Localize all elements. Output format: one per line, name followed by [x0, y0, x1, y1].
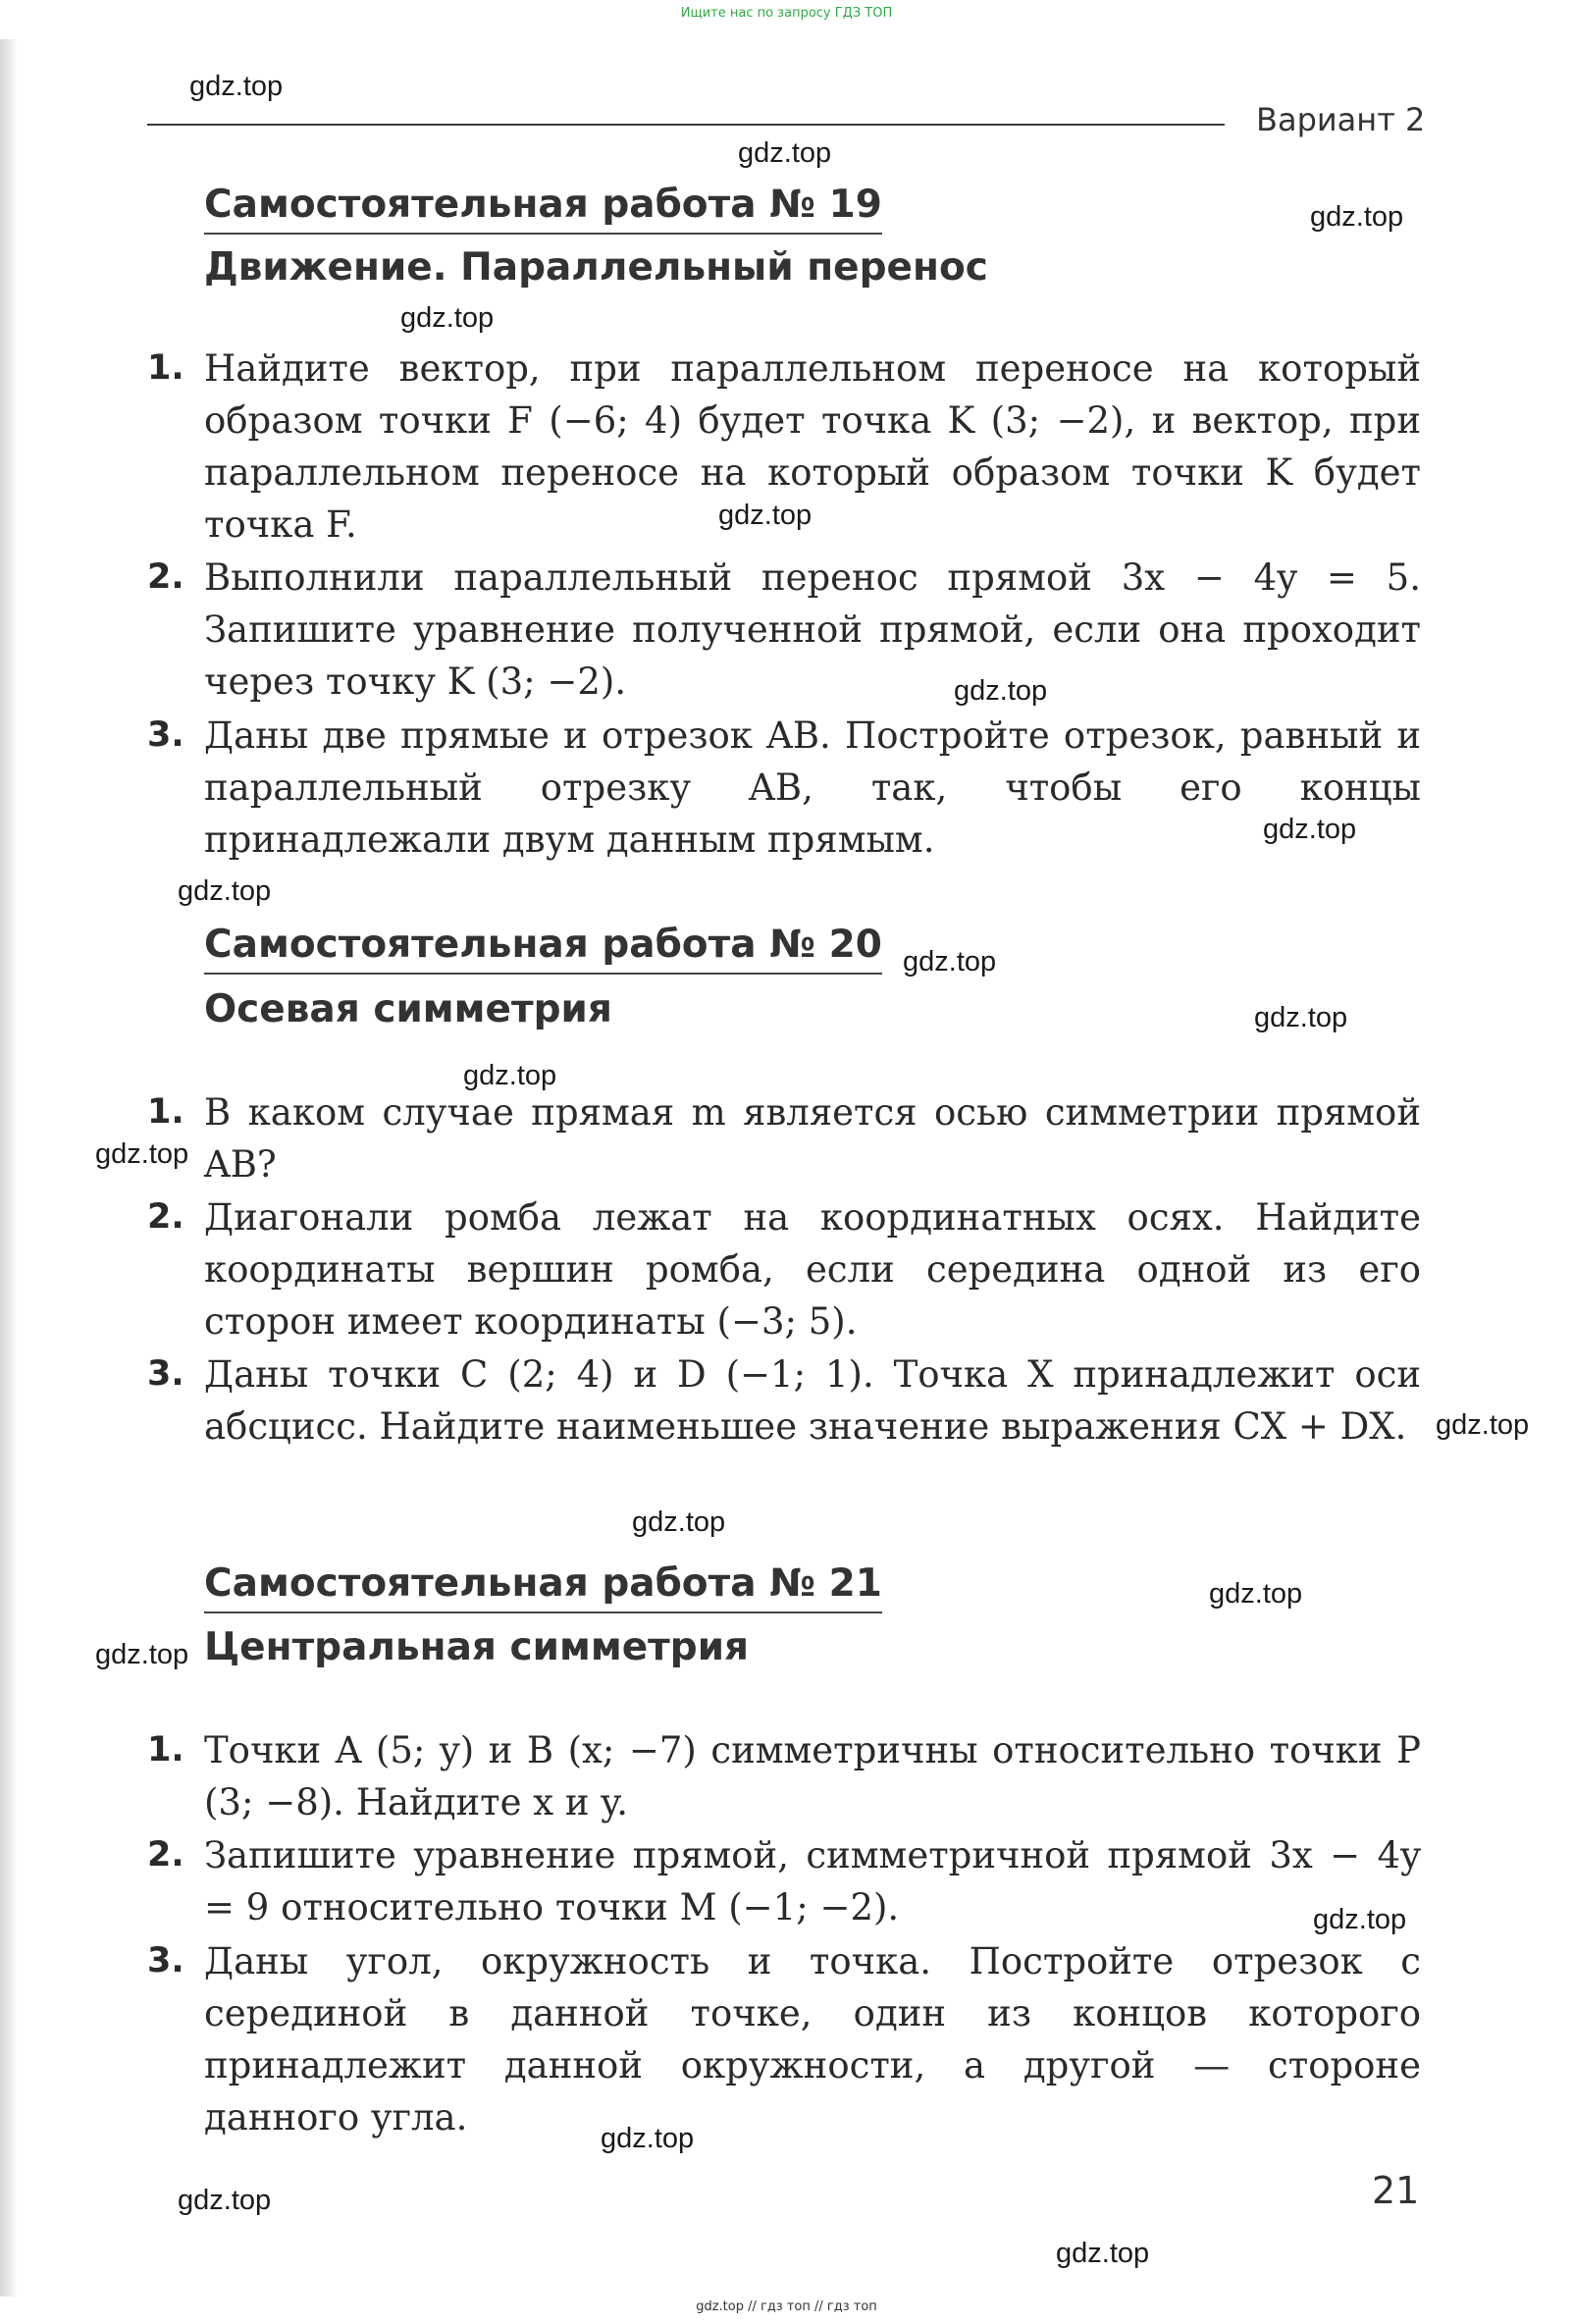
problem-number: 3.: [147, 1941, 184, 1981]
header-rule: [147, 124, 1225, 126]
bottom-note: gdz.top // гдз топ // гдз топ: [696, 2299, 877, 2314]
watermark: gdz.top: [178, 2185, 272, 2216]
problem-text: Запишите уравнение прямой, симметричной прямой 3x − 4y = 9 относительно точки M (−1; −2).: [204, 1834, 1421, 1928]
problem-number: 1.: [147, 1092, 184, 1132]
watermark: gdz.top: [1436, 1409, 1530, 1441]
problem-number: 2.: [147, 1197, 184, 1237]
watermark: gdz.top: [954, 675, 1048, 707]
problem-number: 2.: [147, 557, 184, 597]
problem-text: Диагонали ромба лежат на координатных осях. Найдите координаты вершин ромба, если середина одной из его сторон имеет координаты (−3; 5).: [204, 1196, 1421, 1343]
watermark: gdz.top: [601, 2123, 695, 2154]
section-21-subtitle: Центральная симметрия: [204, 1625, 750, 1669]
problem-21-1: [147, 1724, 1421, 1828]
watermark: gdz.top: [463, 1060, 557, 1091]
watermark: gdz.top: [1263, 814, 1357, 845]
problem-20-3: [147, 1348, 1421, 1452]
problem-19-2: [147, 552, 1421, 708]
problem-21-3: [147, 1935, 1421, 2143]
watermark: gdz.top: [95, 1639, 189, 1670]
problem-number: 3.: [147, 715, 184, 755]
problem-text: Точки A (5; y) и B (x; −7) симметричны относительно точки P (3; −8). Найдите x и y.: [204, 1729, 1421, 1823]
problem-text: Выполнили параллельный перенос прямой 3x − 4y = 5. Запишите уравнение полученной прямой, если она проходит через точку K (3; −2).: [204, 556, 1421, 703]
watermark: gdz.top: [1310, 201, 1404, 233]
problem-number: 1.: [147, 348, 184, 388]
problem-20-2: [147, 1191, 1421, 1347]
watermark: gdz.top: [718, 500, 813, 531]
problem-number: 2.: [147, 1835, 184, 1875]
problem-text: Даны две прямые и отрезок AB. Постройте отрезок, равный и параллельный отрезку AB, так, чтобы его концы принадлежали двум данным прямым.: [204, 714, 1421, 861]
watermark: gdz.top: [1056, 2238, 1150, 2269]
watermark: gdz.top: [903, 946, 997, 977]
problem-number: 3.: [147, 1354, 184, 1394]
top-search-note: Ищите нас по запросу ГДЗ ТОП: [680, 6, 893, 21]
problem-19-3: [147, 710, 1421, 866]
watermark: gdz.top: [178, 875, 272, 907]
problem-text: В каком случае прямая m является осью симметрии прямой AB?: [204, 1091, 1421, 1186]
section-20-title: Самостоятельная работа № 20: [204, 923, 882, 975]
watermark: gdz.top: [1313, 1904, 1407, 1935]
variant-label: Вариант 2: [1256, 101, 1426, 138]
section-20-subtitle: Осевая симметрия: [204, 987, 612, 1031]
watermark: gdz.top: [1209, 1578, 1303, 1610]
watermark: gdz.top: [1254, 1002, 1348, 1033]
watermark: gdz.top: [189, 71, 284, 102]
problem-text: Найдите вектор, при параллельном переносе на который образом точки F (−6; 4) будет точка K (3; −2), и вектор, при параллельном переносе на который образом точки K будет точка F.: [204, 347, 1421, 546]
page-number: 21: [1372, 2169, 1420, 2212]
problem-21-2: [147, 1829, 1421, 1933]
watermark: gdz.top: [95, 1138, 189, 1170]
section-19-title: Самостоятельная работа № 19: [204, 183, 882, 235]
problem-text: Даны точки C (2; 4) и D (−1; 1). Точка X принадлежит оси абсцисс. Найдите наименьшее значение выражения CX + DX.: [204, 1353, 1421, 1448]
page-spine-shadow: [0, 39, 18, 2297]
watermark: gdz.top: [632, 1506, 726, 1538]
section-21-title: Самостоятельная работа № 21: [204, 1561, 882, 1613]
problem-20-1: [147, 1086, 1421, 1190]
watermark: gdz.top: [738, 137, 832, 169]
section-19-subtitle: Движение. Параллельный перенос: [204, 245, 988, 290]
problem-number: 1.: [147, 1730, 184, 1769]
watermark: gdz.top: [400, 302, 495, 334]
problem-text: Даны угол, окружность и точка. Постройте отрезок с серединой в данной точке, один из концов которого принадлежит данной окружности, а другой — стороне данного угла.: [204, 1940, 1421, 2139]
